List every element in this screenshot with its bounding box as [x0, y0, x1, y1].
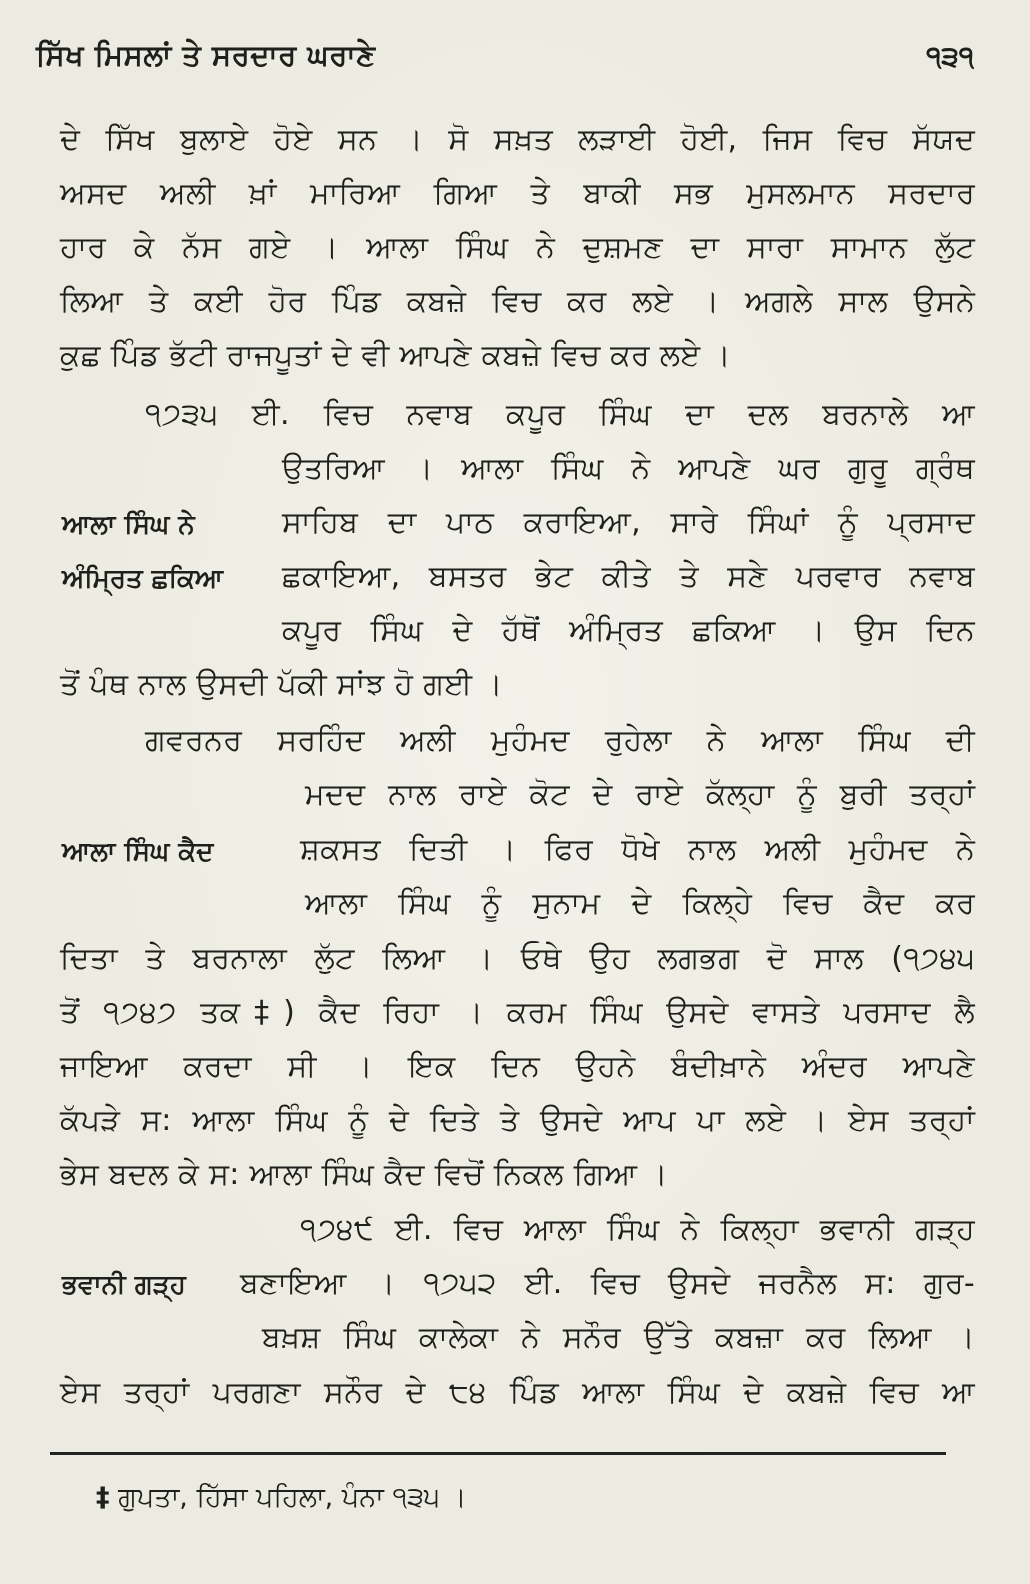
body-line: ਤੋਂ ਪੰਥ ਨਾਲ ਉਸਦੀ ਪੱਕੀ ਸਾਂਝ ਹੋ ਗਈ । — [60, 667, 503, 702]
body-line: ਕੁਛ ਪਿੰਡ ਭੱਟੀ ਰਾਜਪੂਤਾਂ ਦੇ ਵੀ ਆਪਣੇ ਕਬਜ਼ੇ ਵਿਚ ਕਰ ਲਏ । — [60, 338, 731, 373]
side-note: ਆਲਾ ਸਿੰਘ ਕੈਦ — [62, 837, 214, 867]
body-line: ਭੇਸ ਬਦਲ ਕੇ ਸ: ਆਲਾ ਸਿੰਘ ਕੈਦ ਵਿਚੋਂ ਨਿਕਲ ਗਿਆ । — [60, 1157, 668, 1192]
side-note: ਭਵਾਨੀ ਗੜ੍ਹ — [62, 1270, 186, 1300]
footnote-marker: ‡ — [96, 1482, 110, 1513]
page-number: ੧੩੧ — [926, 40, 974, 73]
body-line: ਏਸ ਤਰ੍ਹਾਂ ਪਰਗਣਾ ਸਨੌਰ ਦੇ ੮੪ ਪਿੰਡ ਆਲਾ ਸਿੰਘ ਦੇ ਕਬਜ਼ੇ ਵਿਚ ਆ — [60, 1375, 975, 1410]
body-line: ੧੭੪੯ ਈ. ਵਿਚ ਆਲਾ ਸਿੰਘ ਨੇ ਕਿਲ੍ਹਾ ਭਵਾਨੀ ਗੜ੍ਹ — [300, 1212, 975, 1247]
body-line: ਹਾਰ ਕੇ ਨੱਸ ਗਏ । ਆਲਾ ਸਿੰਘ ਨੇ ਦੁਸ਼ਮਣ ਦਾ ਸਾਰਾ ਸਾਮਾਨ ਲੁੱਟ — [60, 230, 975, 265]
body-line: ਕਪੂਰ ਸਿੰਘ ਦੇ ਹੱਥੋਂ ਅੰਮ੍ਰਿਤ ਛਕਿਆ । ਉਸ ਦਿਨ — [282, 613, 975, 648]
body-line: ਦਿਤਾ ਤੇ ਬਰਨਾਲਾ ਲੁੱਟ ਲਿਆ । ਓਥੇ ਉਹ ਲਗਭਗ ਦੋ ਸਾਲ (੧੭੪੫ — [60, 941, 975, 976]
body-line: ਤੋਂ ੧੭੪੭ ਤਕ‡) ਕੈਦ ਰਿਹਾ । ਕਰਮ ਸਿੰਘ ਉਸਦੇ ਵਾਸਤੇ ਪਰਸਾਦ ਲੈ — [60, 995, 975, 1030]
body-line: ਲਿਆ ਤੇ ਕਈ ਹੋਰ ਪਿੰਡ ਕਬਜ਼ੇ ਵਿਚ ਕਰ ਲਏ । ਅਗਲੇ ਸਾਲ ਉਸਨੇ — [60, 284, 975, 319]
body-line: ਅਸਦ ਅਲੀ ਖ਼ਾਂ ਮਾਰਿਆ ਗਿਆ ਤੇ ਬਾਕੀ ਸਭ ਮੁਸਲਮਾਨ ਸਰਦਾਰ — [60, 176, 975, 211]
body-line: ਮਦਦ ਨਾਲ ਰਾਏ ਕੋਟ ਦੇ ਰਾਏ ਕੱਲ੍ਹਾ ਨੂੰ ਬੁਰੀ ਤਰ੍ਹਾਂ — [305, 777, 975, 812]
body-line: ਸਾਹਿਬ ਦਾ ਪਾਠ ਕਰਾਇਆ, ਸਾਰੇ ਸਿੰਘਾਂ ਨੂੰ ਪ੍ਰਸਾਦ — [282, 505, 975, 540]
footnote-divider — [50, 1452, 946, 1455]
body-line: ਸ਼ਕਸਤ ਦਿਤੀ । ਫਿਰ ਧੋਖੇ ਨਾਲ ਅਲੀ ਮੁਹੰਮਦ ਨੇ — [300, 832, 975, 867]
side-note: ਆਲਾ ਸਿੰਘ ਨੇ — [62, 510, 195, 540]
body-line: ਬਖ਼ਸ਼ ਸਿੰਘ ਕਾਲੇਕਾ ਨੇ ਸਨੌਰ ਉੱਤੇ ਕਬਜ਼ਾ ਕਰ ਲਿਆ । — [262, 1320, 975, 1355]
footnote — [96, 1478, 467, 1518]
body-line: ਗਵਰਨਰ ਸਰਹਿੰਦ ਅਲੀ ਮੁਹੰਮਦ ਰੁਹੇਲਾ ਨੇ ਆਲਾ ਸਿੰਘ ਦੀ — [145, 723, 975, 758]
body-line: ਕੱਪੜੇ ਸ: ਆਲਾ ਸਿੰਘ ਨੂੰ ਦੇ ਦਿਤੇ ਤੇ ਉਸਦੇ ਆਪ ਪਾ ਲਏ । ਏਸ ਤਰ੍ਹਾਂ — [60, 1103, 975, 1138]
footnote-text: ਗੁਪਤਾ, ਹਿੱਸਾ ਪਹਿਲਾ, ਪੰਨਾ ੧੩੫ । — [118, 1482, 467, 1513]
body-line: ਦੇ ਸਿੱਖ ਬੁਲਾਏ ਹੋਏ ਸਨ । ਸੋ ਸਖ਼ਤ ਲੜਾਈ ਹੋਈ, ਜਿਸ ਵਿਚ ਸੱਯਦ — [60, 122, 975, 157]
body-line: ਜਾਇਆ ਕਰਦਾ ਸੀ । ਇਕ ਦਿਨ ਉਹਨੇ ਬੰਦੀਖ਼ਾਨੇ ਅੰਦਰ ਆਪਣੇ — [60, 1049, 975, 1084]
body-line: ੧੭੩੫ ਈ. ਵਿਚ ਨਵਾਬ ਕਪੂਰ ਸਿੰਘ ਦਾ ਦਲ ਬਰਨਾਲੇ ਆ — [145, 397, 975, 432]
body-line: ਛਕਾਇਆ, ਬਸਤਰ ਭੇਟ ਕੀਤੇ ਤੇ ਸਣੇ ਪਰਵਾਰ ਨਵਾਬ — [282, 559, 975, 594]
body-line: ਉਤਰਿਆ । ਆਲਾ ਸਿੰਘ ਨੇ ਆਪਣੇ ਘਰ ਗੁਰੂ ਗ੍ਰੰਥ — [282, 451, 975, 486]
body-line: ਬਣਾਇਆ । ੧੭੫੨ ਈ. ਵਿਚ ਉਸਦੇ ਜਰਨੈਲ ਸ: ਗੁਰ- — [240, 1266, 975, 1301]
running-title: ਸਿੱਖ ਮਿਸਲਾਂ ਤੇ ਸਰਦਾਰ ਘਰਾਣੇ — [36, 38, 376, 72]
body-line: ਆਲਾ ਸਿੰਘ ਨੂੰ ਸੁਨਾਮ ਦੇ ਕਿਲ੍ਹੇ ਵਿਚ ਕੈਦ ਕਰ — [305, 886, 975, 921]
side-note: ਅੰਮ੍ਰਿਤ ਛਕਿਆ — [62, 564, 224, 594]
